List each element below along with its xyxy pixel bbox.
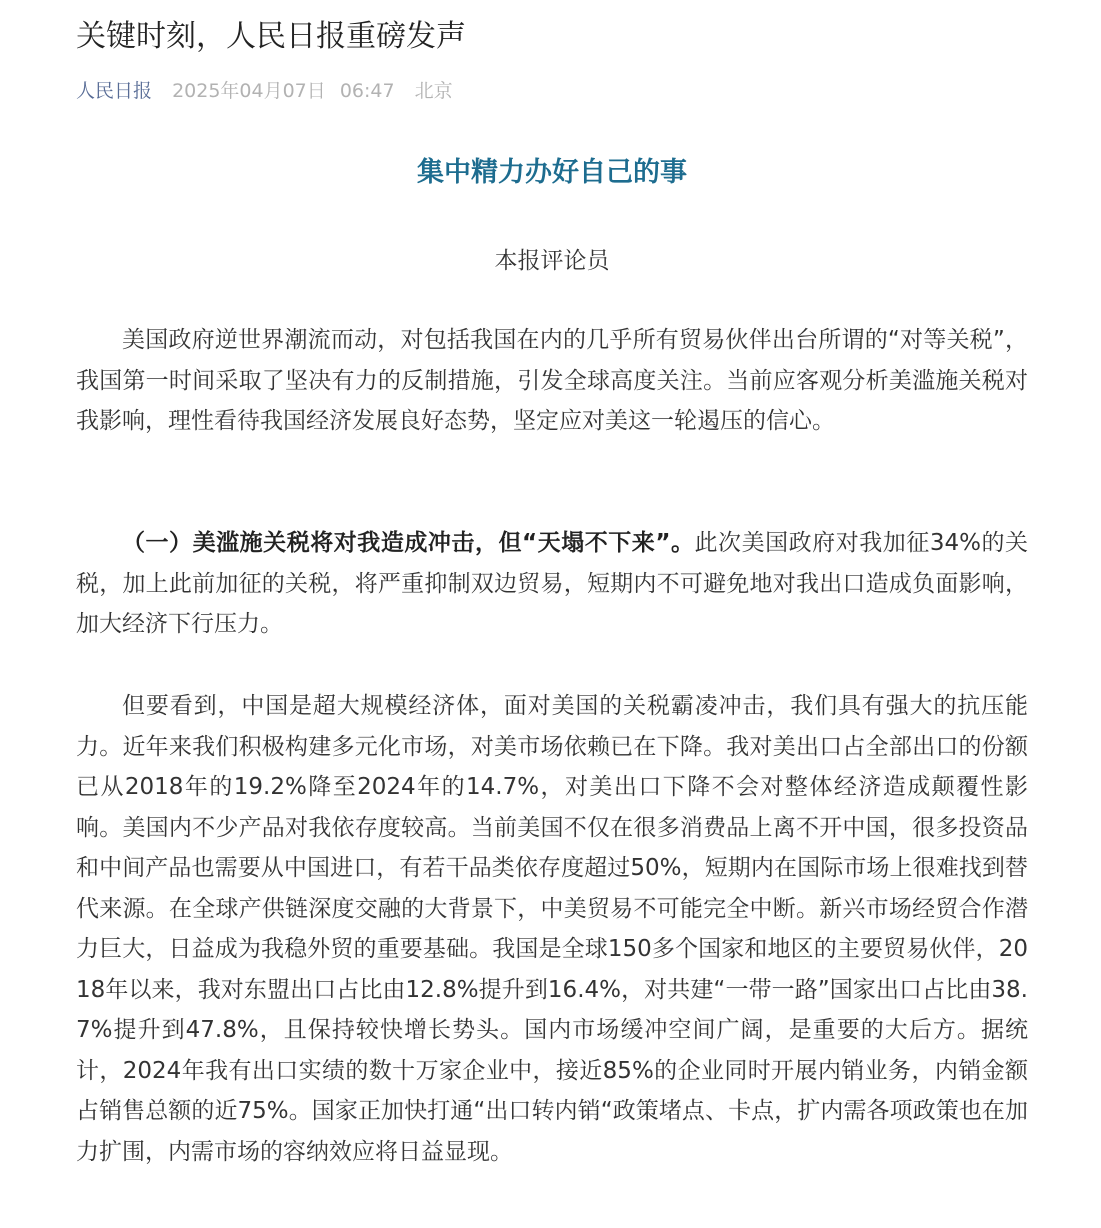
article-meta — [76, 76, 453, 106]
paragraph-1: 美国政府逆世界潮流而动，对包括我国在内的几乎所有贸易伙伴出台所谓的“对等关税”，我国第一时间采取了坚决有力的反制措施，引发全球高度关注。当前应客观分析美滥施关税对我影响，理性看待我国经济发展良好态势，坚定应对美这一轮遏压的信心。 — [76, 327, 1028, 434]
paragraph-2-text: 此次美国政府对我加征34%的关税，加上此前加征的关税，将严重抑制双边贸易，短期内不可避免地对我出口造成负面影响，加大经济下行压力。 — [76, 530, 1029, 637]
paragraph-3: 但要看到，中国是超大规模经济体，面对美国的关税霸凌冲击，我们具有强大的抗压能力。近年来我们积极构建多元化市场，对美市场依赖已在下降。我对美出口占全部出口的份额已从2018年的19.2%降至2024年的14.7%，对美出口下降不会对整体经济造成颠覆性影响。美国内不少产品对我依存度较高。当前美国不仅在很多消费品上离不开中国，很多投资品和中间产品也需要从中国进口，有若干品类依存度超过50%，短期内在国际市场上很难找到替代来源。在全球产供链深度交融的大背景下，中美贸易不可能完全中断。新兴市场经贸合作潜力巨大，日益成为我稳外贸的重要基础。我国是全球150多个国家和地区的主要贸易伙伴，2018年以来，我对东盟出口占比由12.8%提升到16.4%，对共建“一带一路”国家出口占比由38.7%提升到47.8%，且保持较快增长势头。国内市场缓冲空间广阔，是重要的大后方。据统计，2024年我有出口实绩的数十万家企业中，接近85%的企业同时开展内销业务，内销金额占销售总额的近75%。国家正加快打通“出口转内销“政策堵点、卡点，扩内需各项政策也在加力扩围，内需市场的容纳效应将日益显现。 — [76, 693, 1028, 1165]
byline: 本报评论员 — [494, 248, 610, 274]
publish-date: 2025年04月07日 — [172, 80, 326, 102]
paragraph-2-lead: （一）美滥施关税将对我造成冲击，但“天塌不下来”。 — [122, 530, 695, 556]
paragraph-2 — [76, 523, 1028, 645]
publish-time: 06:47 — [339, 80, 395, 102]
article-subtitle: 集中精力办好自己的事 — [417, 157, 687, 188]
article-headline: 关键时刻，人民日报重磅发声 — [76, 19, 466, 54]
source-link[interactable]: 人民日报 — [76, 80, 153, 102]
publish-location: 北京 — [414, 80, 453, 102]
